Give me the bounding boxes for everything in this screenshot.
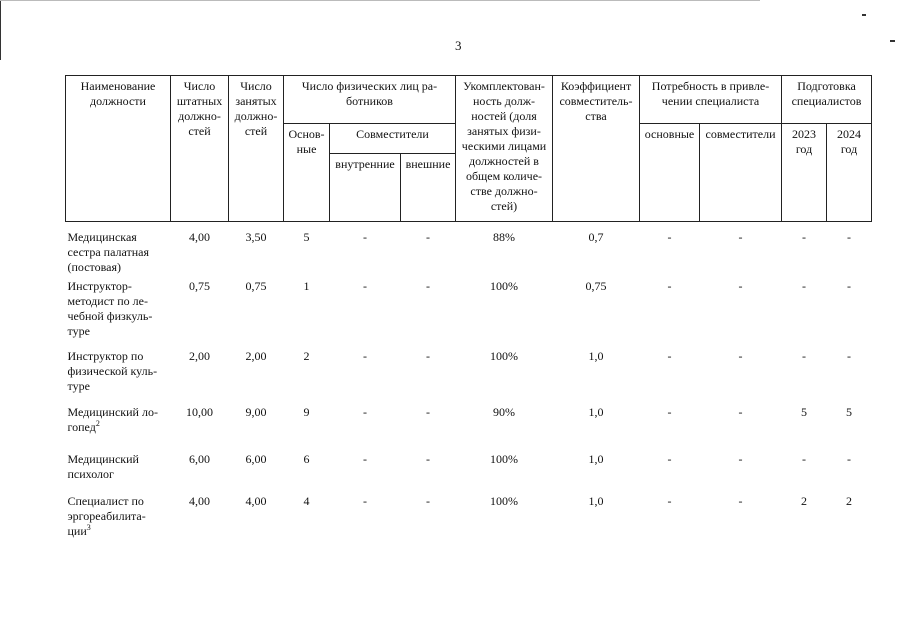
footnote-mark: 2 xyxy=(95,418,100,428)
cell-occupied: 0,75 xyxy=(245,278,267,293)
cell-year-2024: - xyxy=(847,230,852,244)
table-header xyxy=(66,76,872,222)
cell-year-2024: - xyxy=(847,278,852,293)
header-occupied-count: Число занятых должно-стей xyxy=(229,76,284,222)
scan-artifact-top-line xyxy=(0,0,760,1)
cell-main: 2 xyxy=(303,348,310,363)
table-row xyxy=(66,494,872,544)
cell-staffing: 88% xyxy=(493,230,515,244)
cell-internal: - xyxy=(363,451,367,466)
position-name-text: Инструктор-методист по ле-чебной физкуль-туре xyxy=(67,278,153,338)
cell-internal: - xyxy=(363,278,367,293)
cell-occupied: 3,50 xyxy=(245,230,267,244)
scan-artifact-left-edge xyxy=(0,0,1,60)
cell-main: 1 xyxy=(303,278,310,293)
header-coefficient: Коэффициент совместитель-ства xyxy=(553,76,640,222)
scan-artifact-mark xyxy=(862,14,866,16)
cell-need-main: - xyxy=(667,348,672,363)
header-need-part-time: совместители xyxy=(700,124,782,222)
cell-staff: 6,00 xyxy=(189,451,210,466)
header-training-group: Подготовка специалистов xyxy=(782,76,872,124)
cell-external: - xyxy=(426,493,430,508)
cell-main: 9 xyxy=(303,404,310,419)
header-persons-group: Число физических лиц ра-ботников xyxy=(284,76,456,124)
table-row xyxy=(66,222,872,279)
cell-position-name xyxy=(66,452,171,494)
cell-external: - xyxy=(426,230,430,244)
cell-internal: - xyxy=(363,493,367,508)
header-main-staff: Основ-ные xyxy=(284,124,330,222)
position-name-text: Специалист по эргореабилита-ции xyxy=(67,493,146,538)
cell-coefficient: 1,0 xyxy=(588,451,604,466)
cell-need-part-time: - xyxy=(738,230,743,244)
header-year-2023: 2023 год xyxy=(782,124,827,222)
cell-year-2023: - xyxy=(802,278,807,293)
cell-position-name xyxy=(66,349,171,405)
header-part-time-group: Совместители xyxy=(330,124,456,154)
footnote-mark: 3 xyxy=(86,522,91,532)
header-need-group: Потребность в привле-чении специалиста xyxy=(640,76,782,124)
cell-need-part-time: - xyxy=(738,348,743,363)
cell-year-2023: - xyxy=(802,451,807,466)
cell-year-2024: - xyxy=(847,451,852,466)
position-name-text: Инструктор по физической куль-туре xyxy=(67,348,158,393)
cell-need-part-time: - xyxy=(738,451,743,466)
cell-external: - xyxy=(426,348,430,363)
cell-occupied: 9,00 xyxy=(245,404,267,419)
cell-year-2024: - xyxy=(847,348,852,363)
cell-coefficient: 1,0 xyxy=(588,493,604,508)
cell-position-name xyxy=(66,279,171,349)
cell-need-part-time: - xyxy=(738,493,743,508)
table-row xyxy=(66,279,872,349)
cell-need-main: - xyxy=(667,230,672,244)
cell-internal: - xyxy=(363,348,367,363)
cell-staffing: 90% xyxy=(493,404,515,419)
cell-need-main: - xyxy=(667,451,672,466)
cell-internal: - xyxy=(363,404,367,419)
cell-year-2023: 5 xyxy=(801,404,808,419)
header-staff-count: Число штатных должно-стей xyxy=(171,76,229,222)
cell-main: 4 xyxy=(303,493,310,508)
cell-external: - xyxy=(426,451,430,466)
cell-main: 5 xyxy=(303,230,310,244)
header-internal: внутренние xyxy=(330,154,401,222)
cell-coefficient: 0,75 xyxy=(585,278,607,293)
cell-position-name xyxy=(66,494,171,544)
staffing-table xyxy=(65,75,872,544)
cell-occupied: 4,00 xyxy=(245,493,267,508)
header-need-main: основные xyxy=(640,124,700,222)
cell-main: 6 xyxy=(303,451,310,466)
header-year-2024: 2024 год xyxy=(827,124,872,222)
cell-year-2023: 2 xyxy=(801,493,808,508)
position-name-text: Медицинский ло-гопед xyxy=(67,404,158,434)
cell-coefficient: 1,0 xyxy=(588,404,604,419)
table-row xyxy=(66,405,872,452)
cell-need-part-time: - xyxy=(738,404,743,419)
cell-year-2023: - xyxy=(802,348,807,363)
cell-year-2024: 2 xyxy=(846,493,853,508)
cell-need-part-time: - xyxy=(738,278,743,293)
table-row xyxy=(66,452,872,494)
position-name-text: Медицинская сестра палатная (постовая) xyxy=(67,230,150,274)
table-row xyxy=(66,349,872,405)
scan-artifact-mark xyxy=(890,40,895,42)
table-body xyxy=(66,222,872,544)
cell-need-main: - xyxy=(667,404,672,419)
page-number: 3 xyxy=(455,38,462,53)
cell-external: - xyxy=(426,404,430,419)
cell-need-main: - xyxy=(667,278,672,293)
cell-position-name xyxy=(66,405,171,452)
cell-coefficient: 0,7 xyxy=(588,230,604,244)
cell-staff: 0,75 xyxy=(189,278,210,293)
cell-staff: 4,00 xyxy=(189,493,210,508)
cell-occupied: 6,00 xyxy=(245,451,267,466)
cell-staffing: 100% xyxy=(490,493,518,508)
header-staffing-level: Укомплектован-ность долж-ностей (доля занятых физи-ческими лицами должностей в общем количе-стве должно-стей) xyxy=(456,76,553,222)
cell-staffing: 100% xyxy=(490,348,518,363)
cell-need-main: - xyxy=(667,493,672,508)
header-external: внешние xyxy=(401,154,456,222)
cell-position-name xyxy=(66,222,171,279)
cell-external: - xyxy=(426,278,430,293)
cell-internal: - xyxy=(363,230,367,244)
cell-occupied: 2,00 xyxy=(245,348,267,363)
cell-staffing: 100% xyxy=(490,451,518,466)
cell-year-2024: 5 xyxy=(846,404,853,419)
cell-coefficient: 1,0 xyxy=(588,348,604,363)
cell-staff: 10,00 xyxy=(186,404,213,419)
position-name-text: Медицинский психолог xyxy=(67,451,139,481)
cell-staffing: 100% xyxy=(490,278,518,293)
cell-staff: 4,00 xyxy=(189,230,210,244)
cell-staff: 2,00 xyxy=(189,348,210,363)
cell-year-2023: - xyxy=(802,230,807,244)
header-position-name: Наименование должности xyxy=(66,76,171,222)
